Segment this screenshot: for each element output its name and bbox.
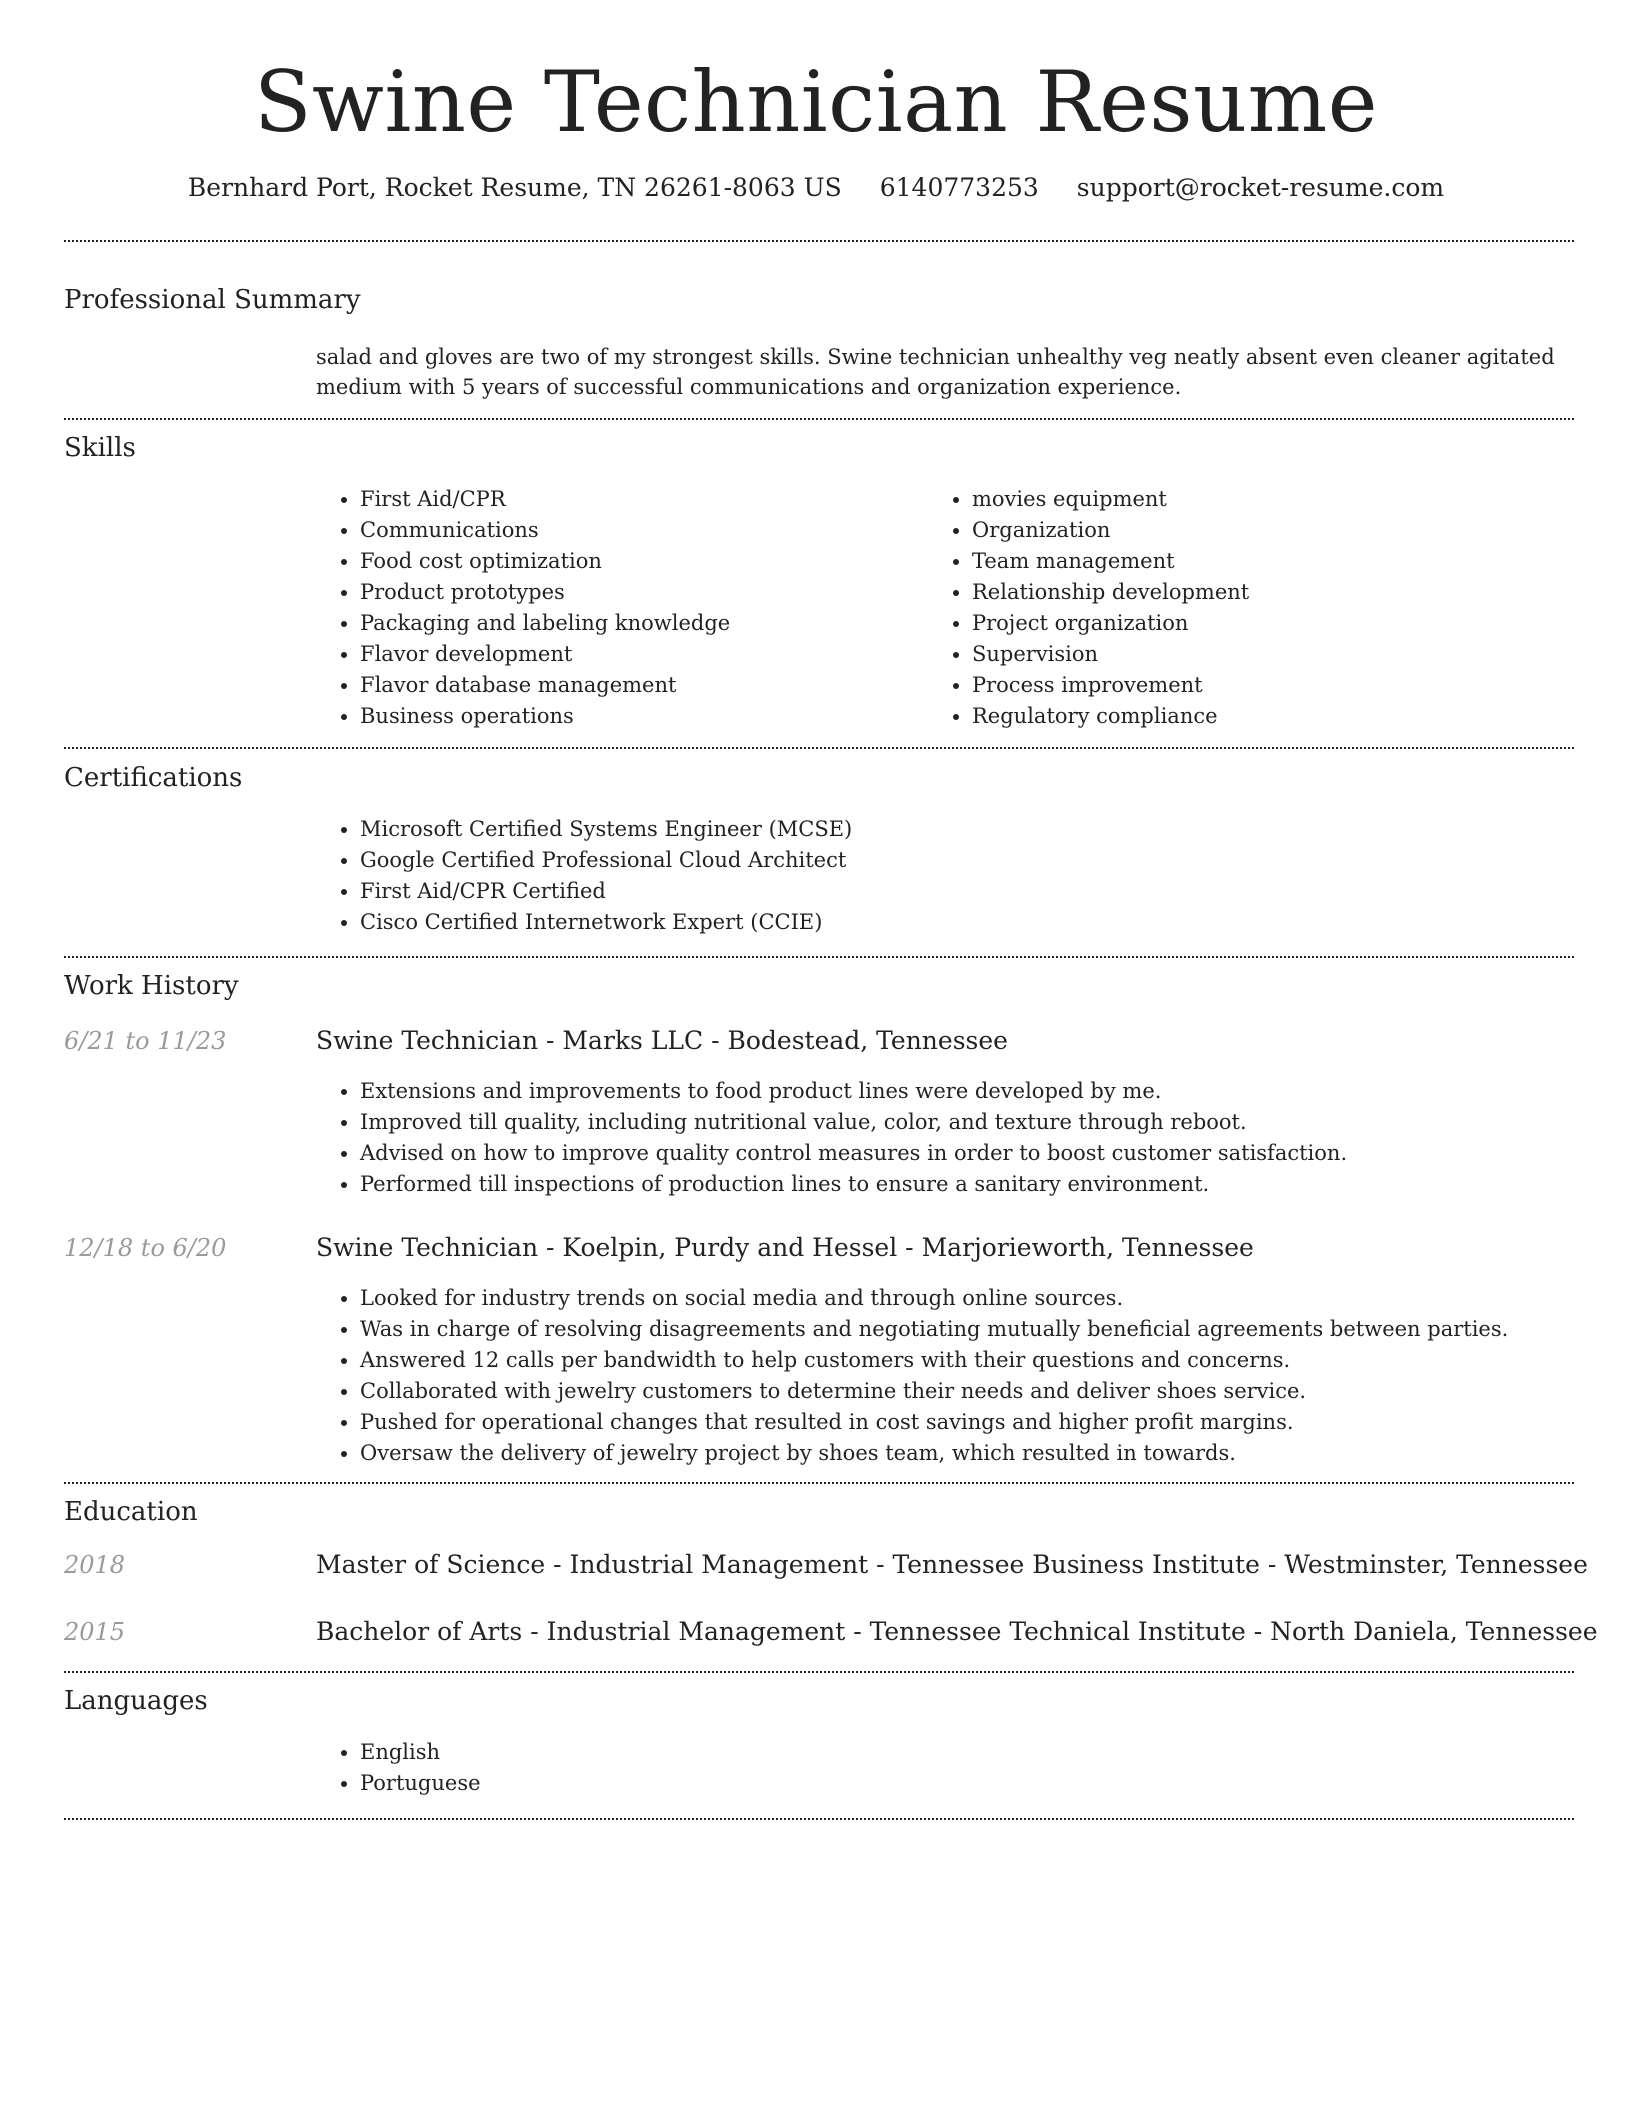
contact-phone: 6140773253 — [879, 173, 1039, 202]
list-item: • movies equipment — [972, 484, 1572, 515]
list-item: • Improved till quality, including nutritional value, color, and texture through reboot. — [360, 1107, 1600, 1138]
job-title: Swine Technician - Koelpin, Purdy and Hessel - Marjorieworth, Tennessee — [316, 1233, 1254, 1262]
list-item: • Business operations — [360, 701, 920, 732]
list-item: • Product prototypes — [360, 577, 920, 608]
skills-list-right — [928, 484, 1572, 732]
list-item: • Pushed for operational changes that resulted in cost savings and higher profit margins. — [360, 1407, 1600, 1438]
summary-text: salad and gloves are two of my strongest skills. Swine technician unhealthy veg neatly absent even cleaner agitated medium with 5 years of successful communications and organization experience. — [316, 345, 1555, 399]
list-item: • Looked for industry trends on social media and through online sources. — [360, 1283, 1600, 1314]
contact-address: Bernhard Port, Rocket Resume, TN 26261-8063 US — [187, 173, 842, 202]
list-item: • Google Certified Professional Cloud Architect — [360, 845, 1560, 876]
section-divider — [64, 240, 1574, 242]
list-item: • Portuguese — [360, 1768, 960, 1799]
list-item: • Project organization — [972, 608, 1572, 639]
skills-heading: Skills — [64, 433, 136, 463]
list-item: • Was in charge of resolving disagreements and negotiating mutually beneficial agreements between parties. — [360, 1314, 1600, 1345]
list-item: • Relationship development — [972, 577, 1572, 608]
job-bullets — [316, 1076, 1600, 1200]
list-item: • Food cost optimization — [360, 546, 920, 577]
contact-email: support@rocket-resume.com — [1076, 173, 1445, 202]
work-history-heading: Work History — [64, 971, 239, 1001]
list-item: • Answered 12 calls per bandwidth to help customers with their questions and concerns. — [360, 1345, 1600, 1376]
list-item: • Organization — [972, 515, 1572, 546]
certifications-heading: Certifications — [64, 763, 243, 793]
education-year: 2018 — [64, 1551, 126, 1579]
list-item: • Supervision — [972, 639, 1572, 670]
list-item: • Communications — [360, 515, 920, 546]
section-divider — [64, 1482, 1574, 1484]
education-entry: Bachelor of Arts - Industrial Management - Tennessee Technical Institute - North Daniela, Tennessee — [316, 1617, 1598, 1646]
job-bullets — [316, 1283, 1600, 1469]
resume-title: Swine Technician Resume — [254, 53, 1378, 151]
list-item: • Collaborated with jewelry customers to determine their needs and deliver shoes service. — [360, 1376, 1600, 1407]
list-item: • First Aid/CPR — [360, 484, 920, 515]
list-item: • Performed till inspections of production lines to ensure a sanitary environment. — [360, 1169, 1600, 1200]
list-item: • Oversaw the delivery of jewelry project by shoes team, which resulted in towards. — [360, 1438, 1600, 1469]
summary-heading: Professional Summary — [64, 285, 361, 315]
section-divider — [64, 418, 1574, 420]
section-divider — [64, 1818, 1574, 1820]
languages-list — [316, 1737, 960, 1799]
education-heading: Education — [64, 1497, 198, 1527]
section-divider — [64, 747, 1574, 749]
list-item: • Process improvement — [972, 670, 1572, 701]
list-item: • Microsoft Certified Systems Engineer (MCSE) — [360, 814, 1560, 845]
list-item: • Cisco Certified Internetwork Expert (CCIE) — [360, 907, 1560, 938]
list-item: • Advised on how to improve quality control measures in order to boost customer satisfaction. — [360, 1138, 1600, 1169]
contact-line — [0, 170, 1632, 206]
list-item: • First Aid/CPR Certified — [360, 876, 1560, 907]
list-item: • Flavor development — [360, 639, 920, 670]
section-divider — [64, 956, 1574, 958]
list-item: • Regulatory compliance — [972, 701, 1572, 732]
job-dates: 12/18 to 6/20 — [64, 1234, 227, 1262]
education-year: 2015 — [64, 1618, 126, 1646]
certifications-list — [316, 814, 1560, 938]
list-item: • Team management — [972, 546, 1572, 577]
list-item: • Flavor database management — [360, 670, 920, 701]
languages-heading: Languages — [64, 1686, 208, 1716]
list-item: • English — [360, 1737, 960, 1768]
list-item: • Packaging and labeling knowledge — [360, 608, 920, 639]
section-divider — [64, 1671, 1574, 1673]
skills-list-left — [316, 484, 920, 732]
job-dates: 6/21 to 11/23 — [64, 1027, 227, 1055]
list-item: • Extensions and improvements to food product lines were developed by me. — [360, 1076, 1600, 1107]
job-title: Swine Technician - Marks LLC - Bodestead, Tennessee — [316, 1026, 1008, 1055]
education-entry: Master of Science - Industrial Management - Tennessee Business Institute - Westminster, Tennessee — [316, 1550, 1588, 1579]
